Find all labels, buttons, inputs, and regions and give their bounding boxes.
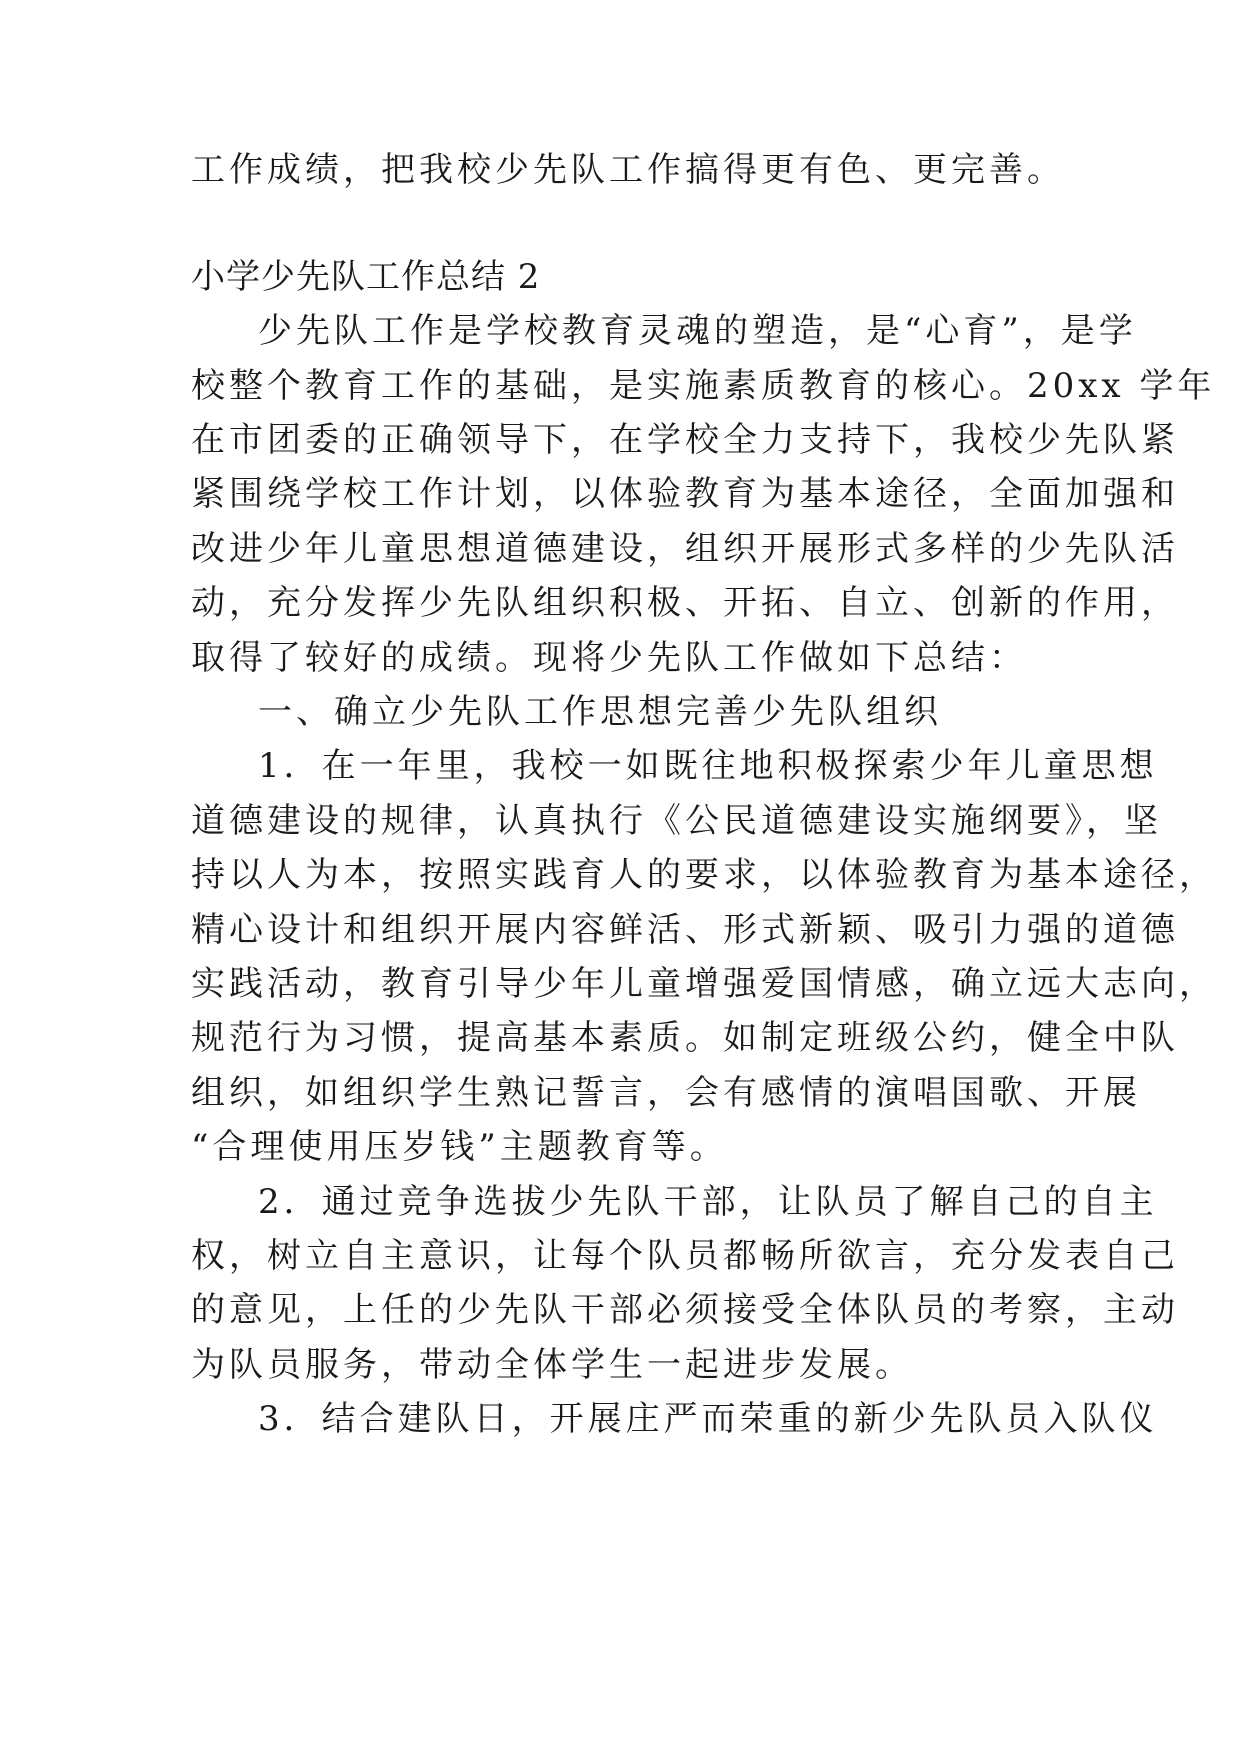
paragraph-line: 权，树立自主意识，让每个队员都畅所欲言，充分发表自己 (191, 1236, 1179, 1276)
section-title: 小学少先队工作总结 2 (191, 257, 541, 297)
paragraph-line: 少先队工作是学校教育灵魂的塑造，是“心育”，是学 (258, 311, 1137, 351)
paragraph-line: 实践活动，教育引导少年儿童增强爱国情感，确立远大志向， (191, 964, 1217, 1004)
paragraph-line: 精心设计和组织开展内容鲜活、形式新颖、吸引力强的道德 (191, 910, 1179, 950)
paragraph-line: 为队员服务，带动全体学生一起进步发展。 (191, 1345, 913, 1385)
paragraph-line: 动，充分发挥少先队组织积极、开拓、自立、创新的作用， (191, 583, 1179, 623)
paragraph-line: 紧围绕学校工作计划，以体验教育为基本途径，全面加强和 (191, 474, 1179, 514)
paragraph-line: 1．在一年里，我校一如既往地积极探索少年儿童思想 (258, 746, 1158, 786)
text-line-continuation: 工作成绩，把我校少先队工作搞得更有色、更完善。 (191, 150, 1065, 190)
paragraph-line: 的意见，上任的少先队干部必须接受全体队员的考察，主动 (191, 1290, 1179, 1330)
paragraph-line: 规范行为习惯，提高基本素质。如制定班级公约，健全中队 (191, 1018, 1179, 1058)
paragraph-line: 2．通过竞争选拔少先队干部，让队员了解自己的自主 (258, 1182, 1158, 1222)
paragraph-line: “合理使用压岁钱”主题教育等。 (191, 1127, 728, 1167)
paragraph-line: 在市团委的正确领导下，在学校全力支持下，我校少先队紧 (191, 420, 1179, 460)
paragraph-line: 改进少年儿童思想道德建设，组织开展形式多样的少先队活 (191, 529, 1179, 569)
paragraph-line: 组织，如组织学生熟记誓言，会有感情的演唱国歌、开展 (191, 1073, 1141, 1113)
paragraph-line: 校整个教育工作的基础，是实施素质教育的核心。20xx 学年 (191, 366, 1216, 406)
paragraph-line: 持以人为本，按照实践育人的要求，以体验教育为基本途径， (191, 855, 1217, 895)
paragraph-line: 3．结合建队日，开展庄严而荣重的新少先队员入队仪 (258, 1399, 1158, 1439)
paragraph-line: 道德建设的规律，认真执行《公民道德建设实施纲要》，坚 (191, 801, 1162, 841)
paragraph-line: 取得了较好的成绩。现将少先队工作做如下总结： (191, 638, 1027, 678)
subsection-heading: 一、确立少先队工作思想完善少先队组织 (258, 692, 942, 732)
